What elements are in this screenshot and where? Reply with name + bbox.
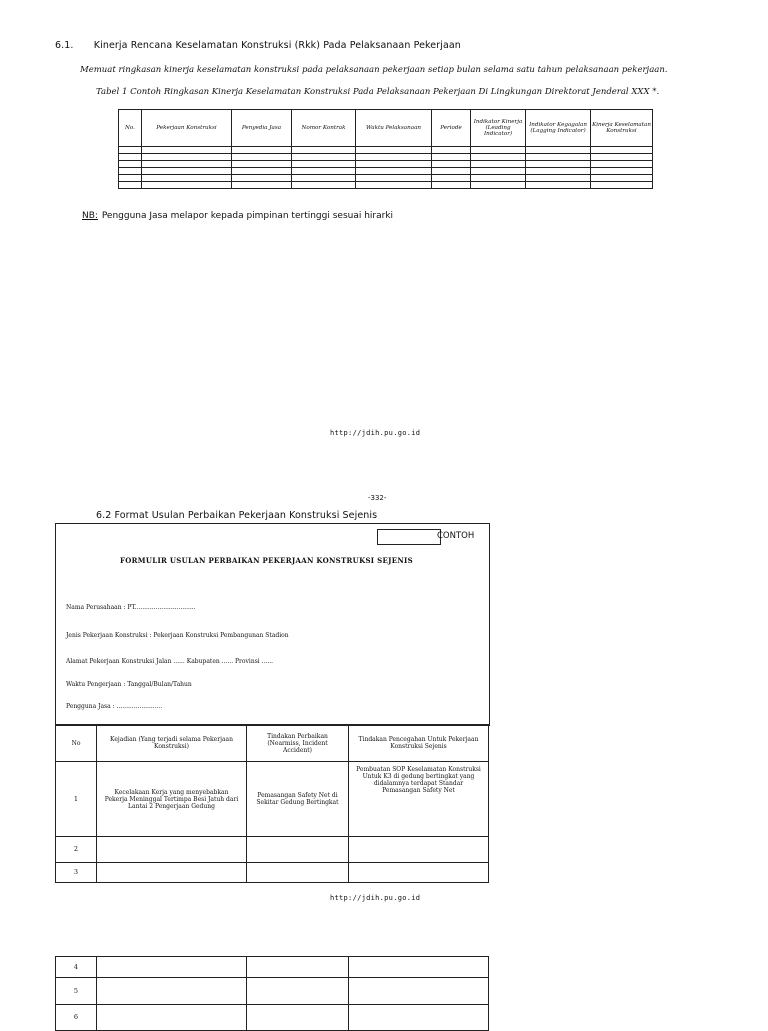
- row-pencegahan: [349, 863, 489, 883]
- table-caption: Tabel 1 Contoh Ringkasan Kinerja Keselamatan Konstruksi Pada Pelaksanaan Pekerjaan Di Lingkungan Direktorat Jenderal XXX *.: [96, 87, 660, 97]
- table-row: [119, 182, 653, 189]
- row-kejadian: [97, 957, 247, 978]
- col-header: No.: [119, 110, 142, 147]
- col-header-perbaikan: Tindakan Perbaikan (Nearmiss, Incident Accident): [247, 725, 349, 762]
- row-no: 4: [56, 957, 97, 978]
- col-header-pencegahan: Tindakan Pencegahan Untuk Pekerjaan Konstruksi Sejenis: [349, 725, 489, 762]
- row-perbaikan: [247, 863, 349, 883]
- contoh-box: [377, 529, 441, 545]
- col-header: Pekerjaan Konstruksi: [142, 110, 232, 147]
- row-pencegahan: Pembuatan SOP Keselamatan Konstruksi Untuk K3 di gedung bertingkat yang didalamnya terdapat Standar Pemasangan Safety Net: [349, 762, 489, 837]
- form-panel: [55, 523, 490, 726]
- table-body: [119, 147, 653, 189]
- table-row: [56, 978, 489, 1005]
- table-row: [56, 762, 489, 837]
- col-header: Waktu Pelaksanaan: [356, 110, 432, 147]
- nb-label: NB:: [82, 211, 98, 221]
- table-row: [119, 147, 653, 154]
- row-perbaikan: [247, 1005, 349, 1031]
- section-number: 6.1.: [55, 40, 74, 51]
- col-header: Kinerja Keselamatan Konstruksi: [591, 110, 653, 147]
- col-header-no: No: [56, 725, 97, 762]
- field-company: Nama Perusahaan : PT................................: [66, 604, 196, 611]
- row-kejadian: [97, 1005, 247, 1031]
- col-header: Nomor Kontrak: [292, 110, 356, 147]
- table-row: [119, 175, 653, 182]
- field-service-user: Pengguna Jasa : ........................: [66, 703, 163, 710]
- col-header: Penyedia Jasa: [232, 110, 292, 147]
- row-perbaikan: [247, 957, 349, 978]
- col-header-kejadian: Kejadian (Yang terjadi selama Pekerjaan Konstruksi): [97, 725, 247, 762]
- section-6-1-heading: [55, 40, 461, 51]
- section-title: Kinerja Rencana Keselamatan Konstruksi (Rkk) Pada Pelaksanaan Pekerjaan: [93, 40, 461, 51]
- form-title: FORMULIR USULAN PERBAIKAN PEKERJAAN KONSTRUKSI SEJENIS: [120, 556, 413, 565]
- improvement-table-continued: [55, 956, 489, 1031]
- contoh-label: CONTOH: [437, 531, 475, 541]
- table-row: [56, 957, 489, 978]
- col-header: Indikator Kinerja (Leading Indicator): [471, 110, 526, 147]
- row-no: 2: [56, 837, 97, 863]
- row-pencegahan: [349, 837, 489, 863]
- row-perbaikan: Pemasangan Safety Net di Sekitar Gedung Bertingkat: [247, 762, 349, 837]
- page-number: -332-: [368, 494, 387, 502]
- improvement-table: [55, 724, 489, 883]
- row-perbaikan: [247, 837, 349, 863]
- row-pencegahan: [349, 978, 489, 1005]
- table-header-row: [119, 110, 653, 147]
- footer-url: http://jdih.pu.go.id: [330, 429, 421, 437]
- table-row: [56, 837, 489, 863]
- table-row: [119, 154, 653, 161]
- col-header: Indikator Kegagalan (Lagging Indicator): [526, 110, 591, 147]
- row-kejadian: [97, 978, 247, 1005]
- row-no: 1: [56, 762, 97, 837]
- row-no: 6: [56, 1005, 97, 1031]
- row-kejadian: Kecelakaan Kerja yang menyebabkan Pekerja Meninggal Tertimpa Besi Jatuh dari Lantai 2 Pengerjaan Gedung: [97, 762, 247, 837]
- row-no: 5: [56, 978, 97, 1005]
- table-row: [119, 161, 653, 168]
- table-row: [56, 863, 489, 883]
- row-pencegahan: [349, 957, 489, 978]
- nb-text: Pengguna Jasa melapor kepada pimpinan tertinggi sesuai hirarki: [98, 211, 394, 221]
- col-header: Periode: [432, 110, 471, 147]
- field-address: Alamat Pekerjaan Konstruksi Jalan ...... Kabupaten ...... Provinsi ......: [66, 658, 274, 665]
- row-kejadian: [97, 863, 247, 883]
- footer-url: http://jdih.pu.go.id: [330, 894, 421, 902]
- table-row: [56, 1005, 489, 1031]
- row-pencegahan: [349, 1005, 489, 1031]
- field-work-type: Jenis Pekerjaan Konstruksi : Pekerjaan Konstruksi Pembangunan Stadion: [66, 632, 289, 639]
- table-row: [119, 168, 653, 175]
- row-kejadian: [97, 837, 247, 863]
- table-header-row: [56, 725, 489, 762]
- section-description: Memuat ringkasan kinerja keselamatan konstruksi pada pelaksanaan pekerjaan setiap bulan selama satu tahun pelaksanaan pekerjaan.: [80, 65, 668, 75]
- nb-note: [82, 211, 393, 221]
- section-6-2-heading: 6.2 Format Usulan Perbaikan Pekerjaan Konstruksi Sejenis: [96, 510, 378, 521]
- row-perbaikan: [247, 978, 349, 1005]
- rkk-summary-table: [118, 109, 653, 189]
- field-work-time: Waktu Pengerjaan : Tanggal/Bulan/Tahun: [66, 681, 192, 688]
- row-no: 3: [56, 863, 97, 883]
